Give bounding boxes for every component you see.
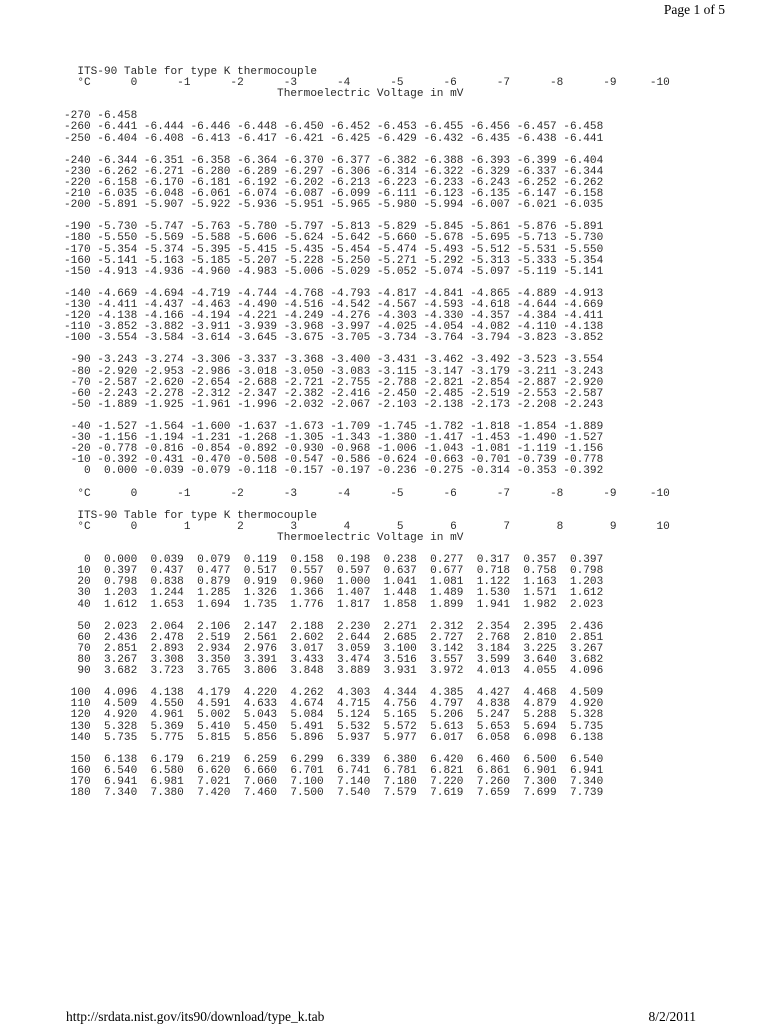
table-row: 120 4.920 4.961 5.002 5.043 5.084 5.124 5.165 5.206 5.247 5.288 5.328: [64, 709, 604, 722]
table-row: -20 -0.778 -0.816 -0.854 -0.892 -0.930 -0.968 -1.006 -1.043 -1.081 -1.119 -1.156: [64, 443, 604, 456]
table-row: -50 -1.889 -1.925 -1.961 -1.996 -2.032 -2.067 -2.103 -2.138 -2.173 -2.208 -2.243: [64, 398, 604, 411]
table-title: ITS-90 Table for type K thermocouple: [64, 66, 317, 78]
table-row: 40 1.612 1.653 1.694 1.735 1.776 1.817 1.858 1.899 1.941 1.982 2.023: [64, 598, 604, 611]
table-row: 170 6.941 6.981 7.021 7.060 7.100 7.140 7.180 7.220 7.260 7.300 7.340: [64, 776, 604, 788]
table-row: -220 -6.158 -6.170 -6.181 -6.192 -6.202 -6.213 -6.223 -6.233 -6.243 -6.252 -6.262: [64, 176, 604, 189]
table-row: -230 -6.262 -6.271 -6.280 -6.289 -6.297 -6.306 -6.314 -6.322 -6.329 -6.337 -6.344: [64, 165, 604, 178]
table-row: 80 3.267 3.308 3.350 3.391 3.433 3.474 3.516 3.557 3.599 3.640 3.682: [64, 653, 604, 666]
table-row: -60 -2.243 -2.278 -2.312 -2.347 -2.382 -2.416 -2.450 -2.485 -2.519 -2.553 -2.587: [64, 387, 604, 400]
table-row: 160 6.540 6.580 6.620 6.660 6.701 6.741 6.781 6.821 6.861 6.901 6.941: [64, 764, 604, 777]
table-row: -10 -0.392 -0.431 -0.470 -0.508 -0.547 -0.586 -0.624 -0.663 -0.701 -0.739 -0.778: [64, 454, 604, 467]
table-row: -190 -5.730 -5.747 -5.763 -5.780 -5.797 -5.813 -5.829 -5.845 -5.861 -5.876 -5.891: [64, 221, 604, 234]
table-row: 20 0.798 0.838 0.879 0.919 0.960 1.000 1.041 1.081 1.122 1.163 1.203: [64, 576, 604, 589]
table-title: ITS-90 Table for type K thermocouple: [64, 509, 317, 522]
table-row: 50 2.023 2.064 2.106 2.147 2.188 2.230 2.271 2.312 2.354 2.395 2.436: [64, 620, 604, 633]
table-row: -210 -6.035 -6.048 -6.061 -6.074 -6.087 -6.099 -6.111 -6.123 -6.135 -6.147 -6.158: [64, 188, 604, 201]
table-row: -200 -5.891 -5.907 -5.922 -5.936 -5.951 -5.965 -5.980 -5.994 -6.007 -6.021 -6.035: [64, 199, 604, 212]
blank-line: [64, 100, 670, 111]
print-date: 8/2/2011: [648, 1009, 696, 1024]
table-row: 150 6.138 6.179 6.219 6.259 6.299 6.339 6.380 6.420 6.460 6.500 6.540: [64, 753, 604, 766]
table-row: 130 5.328 5.369 5.410 5.450 5.491 5.532 5.572 5.613 5.653 5.694 5.735: [64, 720, 604, 733]
blank-line: [64, 477, 670, 488]
table-row: -40 -1.527 -1.564 -1.600 -1.637 -1.673 -1.709 -1.745 -1.782 -1.818 -1.854 -1.889: [64, 421, 604, 433]
table-row: -160 -5.141 -5.163 -5.185 -5.207 -5.228 -5.250 -5.271 -5.292 -5.313 -5.333 -5.354: [64, 254, 604, 267]
table-row: -250 -6.404 -6.408 -6.413 -6.417 -6.421 -6.425 -6.429 -6.432 -6.435 -6.438 -6.441: [64, 132, 604, 145]
table-row: 90 3.682 3.723 3.765 3.806 3.848 3.889 3.931 3.972 4.013 4.055 4.096: [64, 665, 604, 678]
table-row: -140 -4.669 -4.694 -4.719 -4.744 -4.768 -4.793 -4.817 -4.841 -4.865 -4.889 -4.913: [64, 287, 604, 300]
thermocouple-table-text: [64, 67, 670, 799]
table-row: -150 -4.913 -4.936 -4.960 -4.983 -5.006 -5.029 -5.052 -5.074 -5.097 -5.119 -5.141: [64, 265, 604, 278]
table-row: 0 0.000 0.039 0.079 0.119 0.158 0.198 0.238 0.277 0.317 0.357 0.397: [64, 554, 604, 567]
table-subtitle: Thermoelectric Voltage in mV: [64, 88, 464, 101]
table-row: -110 -3.852 -3.882 -3.911 -3.939 -3.968 -3.997 -4.025 -4.054 -4.082 -4.110 -4.138: [64, 321, 604, 334]
table-row: -180 -5.550 -5.569 -5.588 -5.606 -5.624 -5.642 -5.660 -5.678 -5.695 -5.713 -5.730: [64, 232, 604, 245]
table-row: -260 -6.441 -6.444 -6.446 -6.448 -6.450 -6.452 -6.453 -6.455 -6.456 -6.457 -6.458: [64, 121, 604, 134]
table-row: 30 1.203 1.244 1.285 1.326 1.366 1.407 1.448 1.489 1.530 1.571 1.612: [64, 587, 604, 600]
table-row: -100 -3.554 -3.584 -3.614 -3.645 -3.675 -3.705 -3.734 -3.764 -3.794 -3.823 -3.852: [64, 332, 604, 345]
table-row: -270 -6.458: [64, 110, 138, 123]
table-row: -130 -4.411 -4.437 -4.463 -4.490 -4.516 -4.542 -4.567 -4.593 -4.618 -4.644 -4.669: [64, 298, 604, 311]
source-url: http://srdata.nist.gov/its90/download/type_k.tab: [66, 1009, 325, 1024]
page-number-label: Page 1 of 5: [663, 2, 725, 17]
table-subtitle: Thermoelectric Voltage in mV: [64, 531, 464, 544]
table-row: -170 -5.354 -5.374 -5.395 -5.415 -5.435 -5.454 -5.474 -5.493 -5.512 -5.531 -5.550: [64, 243, 604, 256]
column-header-row: °C 0 -1 -2 -3 -4 -5 -6 -7 -8 -9 -10: [64, 77, 670, 90]
column-header-row: °C 0 1 2 3 4 5 6 7 8 9 10: [64, 520, 670, 533]
table-row: 180 7.340 7.380 7.420 7.460 7.500 7.540 7.579 7.619 7.659 7.699 7.739: [64, 787, 604, 800]
column-header-row: °C 0 -1 -2 -3 -4 -5 -6 -7 -8 -9 -10: [64, 487, 670, 500]
table-row: 140 5.735 5.775 5.815 5.856 5.896 5.937 5.977 6.017 6.058 6.098 6.138: [64, 731, 604, 744]
table-row: -120 -4.138 -4.166 -4.194 -4.221 -4.249 -4.276 -4.303 -4.330 -4.357 -4.384 -4.411: [64, 310, 604, 323]
table-row: -240 -6.344 -6.351 -6.358 -6.364 -6.370 -6.377 -6.382 -6.388 -6.393 -6.399 -6.404: [64, 154, 604, 167]
table-row: 0 0.000 -0.039 -0.079 -0.118 -0.157 -0.197 -0.236 -0.275 -0.314 -0.353 -0.392: [64, 465, 604, 478]
table-row: 110 4.509 4.550 4.591 4.633 4.674 4.715 4.756 4.797 4.838 4.879 4.920: [64, 698, 604, 711]
table-row: -30 -1.156 -1.194 -1.231 -1.268 -1.305 -1.343 -1.380 -1.417 -1.453 -1.490 -1.527: [64, 432, 604, 445]
table-row: 100 4.096 4.138 4.179 4.220 4.262 4.303 4.344 4.385 4.427 4.468 4.509: [64, 687, 604, 700]
table-row: 60 2.436 2.478 2.519 2.561 2.602 2.644 2.685 2.727 2.768 2.810 2.851: [64, 631, 604, 644]
table-row: 70 2.851 2.893 2.934 2.976 3.017 3.059 3.100 3.142 3.184 3.225 3.267: [64, 642, 604, 655]
table-row: -80 -2.920 -2.953 -2.986 -3.018 -3.050 -3.083 -3.115 -3.147 -3.179 -3.211 -3.243: [64, 365, 604, 378]
table-row: 10 0.397 0.437 0.477 0.517 0.557 0.597 0.637 0.677 0.718 0.758 0.798: [64, 565, 604, 578]
table-row: -70 -2.587 -2.620 -2.654 -2.688 -2.721 -2.755 -2.788 -2.821 -2.854 -2.887 -2.920: [64, 376, 604, 389]
table-row: -90 -3.243 -3.274 -3.306 -3.337 -3.368 -3.400 -3.431 -3.462 -3.492 -3.523 -3.554: [64, 354, 604, 367]
